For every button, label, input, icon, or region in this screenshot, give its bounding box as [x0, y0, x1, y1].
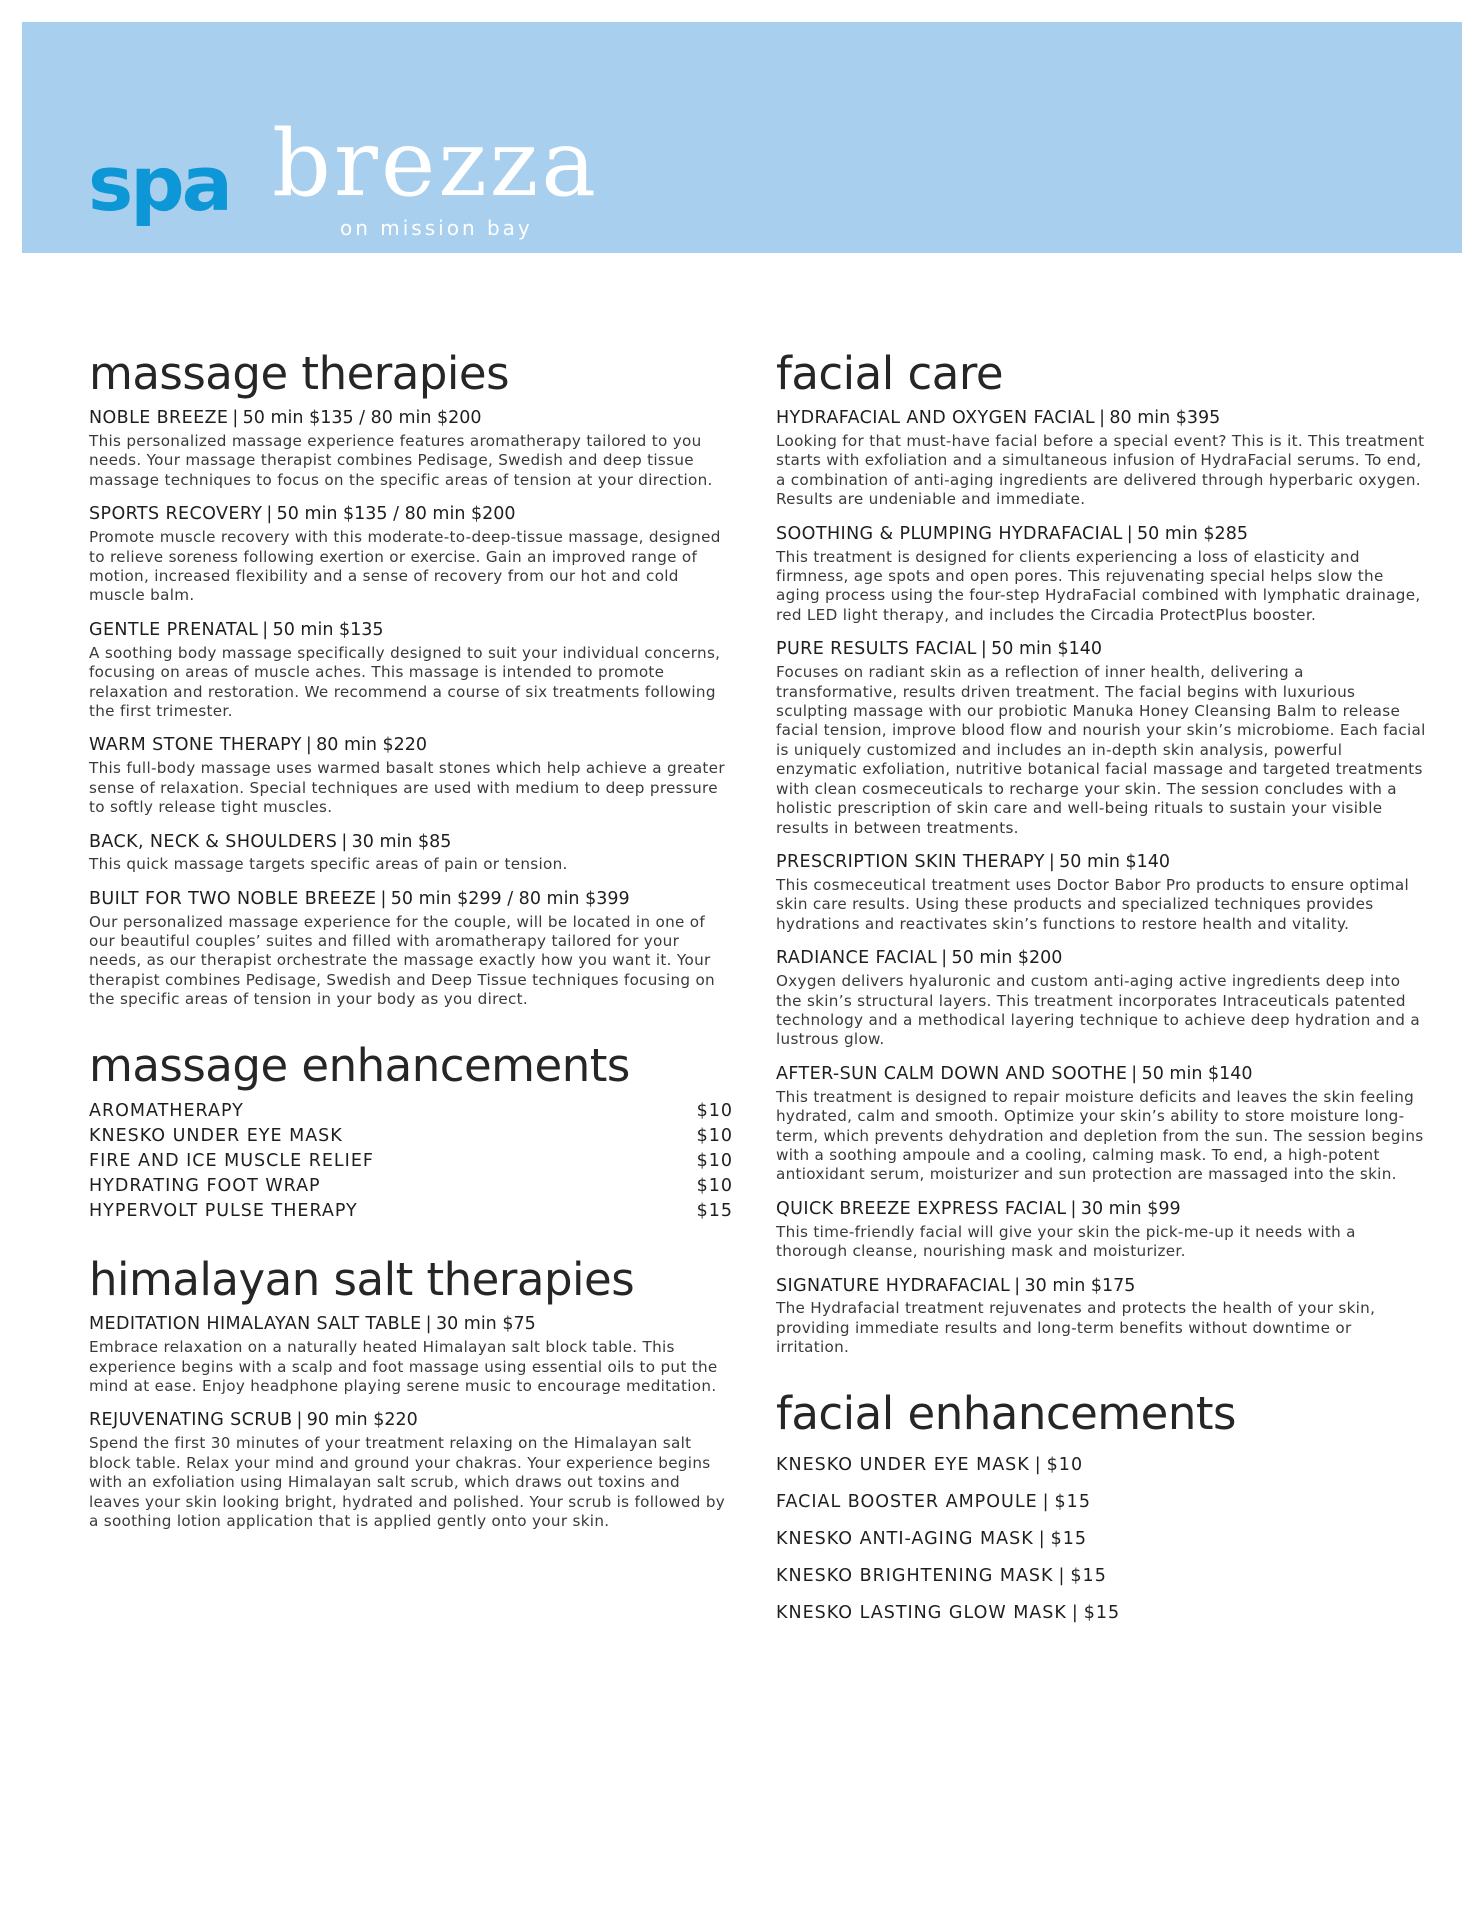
separator: |: [266, 504, 273, 525]
service-price: 50 min $135: [272, 619, 384, 640]
service-description: This cosmeceutical treatment uses Doctor Babor Pro products to ensure optimal skin care results. Using these products and specialized techniques provides hydrations and reactivates skin’s functions to restore health and vitality.: [776, 875, 1410, 933]
section-title: facial enhancements: [776, 1386, 1236, 1440]
enhancement-price: $15: [696, 1201, 733, 1222]
service-item: [776, 1198, 1426, 1262]
service-price: 30 min $75: [435, 1314, 536, 1335]
service-name: SPORTS RECOVERY: [89, 504, 263, 525]
service-price: 50 min $200: [951, 948, 1063, 969]
service-item: [89, 407, 734, 490]
enhancement-name: KNESKO BRIGHTENING MASK: [776, 1565, 1054, 1586]
enhancement-row: [776, 1558, 1426, 1595]
separator: |: [1071, 1602, 1079, 1623]
enhancement-price: $10: [696, 1126, 733, 1147]
service-item: [776, 1063, 1426, 1185]
service-heading: [776, 407, 1426, 430]
enhancement-price: $15: [1054, 1491, 1091, 1512]
service-item: [89, 619, 734, 722]
service-item: [89, 734, 734, 817]
service-name: PURE RESULTS FACIAL: [776, 639, 977, 660]
service-heading: [776, 947, 1426, 970]
service-name: SIGNATURE HYDRAFACIAL: [776, 1275, 1011, 1296]
service-heading: [776, 523, 1426, 546]
enhancement-row: [776, 1595, 1426, 1632]
service-name: QUICK BREEZE EXPRESS FACIAL: [776, 1198, 1067, 1219]
enhancement-row: [89, 1199, 733, 1224]
service-price: 30 min $85: [351, 831, 452, 852]
enhancement-price: $10: [1046, 1454, 1084, 1475]
service-item: [776, 947, 1426, 1050]
service-item: [776, 523, 1426, 626]
enhancement-price: $10: [696, 1101, 733, 1122]
service-price: 50 min $135 / 80 min $200: [276, 504, 516, 525]
section-title: facial care: [776, 347, 1004, 400]
spa-brezza-logo: [88, 112, 608, 242]
enhancement-name: KNESKO ANTI-AGING MASK: [776, 1528, 1034, 1549]
service-price: 50 min $140: [1059, 852, 1171, 873]
service-item: [89, 1313, 734, 1396]
service-heading: [776, 1198, 1426, 1221]
service-price: 50 min $285: [1137, 523, 1248, 544]
facial-care-section: [776, 347, 1426, 1358]
enhancement-price: $15: [1050, 1528, 1087, 1549]
enhancement-name: FACIAL BOOSTER AMPOULE: [776, 1491, 1038, 1512]
service-price: 80 min $220: [316, 735, 428, 756]
enhancement-row: [776, 1447, 1426, 1484]
service-price: 80 min $395: [1109, 408, 1221, 429]
service-item: [89, 831, 734, 875]
separator: |: [1042, 1491, 1050, 1512]
service-heading: [89, 1409, 734, 1432]
service-item: [776, 851, 1426, 934]
service-item: [89, 888, 734, 1010]
separator: |: [1014, 1275, 1021, 1296]
service-description: Promote muscle recovery with this moderate-to-deep-tissue massage, designed to relieve soreness following exertion or exercise. Gain an improved range of motion, increased flexibility and a sense of recovery from our hot and cold muscle balm.: [89, 528, 721, 605]
separator: |: [1038, 1528, 1046, 1549]
separator: |: [980, 639, 988, 660]
enhancement-row: [89, 1124, 733, 1149]
service-price: 50 min $140: [1141, 1063, 1253, 1084]
service-heading: [89, 734, 734, 757]
service-heading: [776, 851, 1426, 874]
separator: |: [1099, 408, 1106, 429]
service-description: A soothing body massage specifically designed to suit your individual concerns, focusing on areas of muscle aches. This massage is intended to promote relaxation and restoration. We recommend a course of six treatments following the first trimester.: [89, 643, 721, 721]
service-name: REJUVENATING SCRUB: [89, 1410, 293, 1431]
service-price: 50 min $140: [991, 639, 1103, 660]
service-price: 50 min $135 / 80 min $200: [242, 408, 482, 429]
service-heading: [89, 619, 734, 642]
facial-enhancements-section: [776, 1386, 1426, 1632]
enhancement-name: HYPERVOLT PULSE THERAPY: [89, 1201, 358, 1222]
enhancement-name: KNESKO UNDER EYE MASK: [89, 1126, 343, 1147]
enhancement-row: [776, 1521, 1426, 1558]
service-item: [776, 638, 1426, 838]
service-name: BACK, NECK & SHOULDERS: [89, 831, 338, 852]
service-heading: [89, 1313, 734, 1336]
service-description: Oxygen delivers hyaluronic and custom anti-aging active ingredients deep into the skin’s structural layers. This treatment incorporates Intraceuticals patented technology and a methodical layering technique to achieve deep hydration and a lustrous glow.: [776, 972, 1420, 1049]
logo-brezza-text: brezza: [272, 110, 600, 217]
service-item: [89, 1409, 734, 1531]
massage-enhancements-section: [89, 1038, 734, 1224]
enhancement-name: KNESKO UNDER EYE MASK: [776, 1454, 1030, 1475]
section-title: massage enhancements: [89, 1038, 630, 1092]
himalayan-salt-section: [89, 1253, 734, 1531]
service-name: BUILT FOR TWO NOBLE BREEZE: [89, 888, 377, 909]
separator: |: [380, 888, 387, 909]
service-description: This treatment is designed to repair moisture deficits and leaves the skin feeling hydrated, calm and smooth. Optimize your skin’s ability to store moisture long-term, which prevents dehydration and depletion from the sun. The session begins with a soothing ampoule and a cooling, calming mask. To end, a high-potent antioxidant serum, moisturizer and sun protection are massaged into the skin.: [776, 1087, 1424, 1184]
left-column: [89, 347, 734, 1563]
service-description: This time-friendly facial will give your skin the pick-me-up it needs with a thorough cleanse, nourishing mask and moisturizer.: [776, 1222, 1356, 1261]
massage-therapies-section: [89, 347, 734, 1010]
enhancement-price: $15: [1083, 1602, 1121, 1623]
separator: |: [305, 735, 313, 756]
service-item: [776, 407, 1426, 510]
service-name: SOOTHING & PLUMPING HYDRAFACIAL: [776, 523, 1123, 544]
enhancement-row: [89, 1174, 733, 1199]
enhancement-row: [89, 1099, 733, 1124]
service-name: GENTLE PRENATAL: [89, 619, 259, 640]
service-item: [776, 1275, 1426, 1358]
service-description: This quick massage targets specific areas of pain or tension.: [89, 855, 568, 874]
right-column: [776, 347, 1426, 1664]
enhancement-name: HYDRATING FOOT WRAP: [89, 1176, 321, 1197]
separator: |: [1131, 1063, 1138, 1084]
enhancement-price: $15: [1070, 1565, 1107, 1586]
service-description: Focuses on radiant skin as a reflection of inner health, delivering a transformative, results driven treatment. The facial begins with luxurious sculpting massage with our probiotic Manuka Honey Cleansing Balm to release facial tension, improve blood flow and nourish your skin’s microbiome. Each facial is uniquely customized and includes an in-depth skin analysis, powerful enzymatic exfoliation, nutritive botanical facial massage and targeted treatments with clean cosmeceuticals to recharge your skin. The session concludes with a holistic prescription of skin care and well-being rituals to sustain your visible results in between treatments.: [776, 663, 1426, 837]
service-heading: [776, 1275, 1426, 1298]
logo-spa-text: spa: [88, 139, 230, 228]
enhancement-name: KNESKO LASTING GLOW MASK: [776, 1602, 1067, 1623]
separator: |: [1048, 852, 1056, 873]
enhancement-row: [776, 1484, 1426, 1521]
service-name: PRESCRIPTION SKIN THERAPY: [776, 852, 1045, 873]
service-heading: [89, 503, 734, 526]
service-price: 30 min $175: [1024, 1275, 1136, 1296]
service-name: AFTER-SUN CALM DOWN AND SOOTHE: [776, 1063, 1128, 1084]
service-description: The Hydrafacial treatment rejuvenates and protects the health of your skin, providing immediate results and long-term benefits without downtime or irritation.: [776, 1299, 1376, 1357]
service-heading: [776, 638, 1426, 661]
service-name: MEDITATION HIMALAYAN SALT TABLE: [89, 1314, 422, 1335]
separator: |: [425, 1314, 432, 1335]
separator: |: [1070, 1198, 1077, 1219]
separator: |: [941, 948, 948, 969]
enhancement-name: FIRE AND ICE MUSCLE RELIEF: [89, 1151, 374, 1172]
service-description: Spend the first 30 minutes of your treatment relaxing on the Himalayan salt block table. Relax your mind and ground your chakras. Your experience begins with an exfoliation using Himalayan salt scrub, which draws out toxins and leaves your skin looking bright, hydrated and polished. Your scrub is followed by a soothing lotion application that is applied gently onto your skin.: [89, 1434, 726, 1530]
separator: |: [232, 408, 239, 429]
enhancement-name: AROMATHERAPY: [89, 1101, 244, 1122]
service-price: 90 min $220: [306, 1410, 418, 1431]
separator: |: [1034, 1454, 1042, 1475]
service-description: This personalized massage experience features aromatherapy tailored to you needs. Your massage therapist combines Pedisage, Swedish and deep tissue massage techniques to focus on the specific areas of tension at your direction.: [89, 432, 713, 489]
separator: |: [296, 1410, 303, 1431]
section-title: himalayan salt therapies: [89, 1253, 635, 1307]
service-heading: [776, 1063, 1426, 1086]
service-heading: [89, 831, 734, 854]
service-heading: [89, 888, 734, 911]
header-banner: [22, 22, 1462, 253]
service-description: This full-body massage uses warmed basalt stones which help achieve a greater sense of relaxation. Special techniques are used with medium to deep pressure to softly release tight muscles.: [89, 759, 725, 817]
service-name: RADIANCE FACIAL: [776, 948, 938, 969]
enhancement-price: $10: [696, 1176, 733, 1197]
service-description: Embrace relaxation on a naturally heated Himalayan salt block table. This experience begins with a scalp and foot massage using essential oils to put the mind at ease. Enjoy headphone playing serene music to encourage meditation.: [89, 1338, 718, 1395]
service-description: This treatment is designed for clients experiencing a loss of elasticity and firmness, age spots and open pores. This rejuvenating special helps slow the aging process using the four-step HydraFacial combined with lymphatic drainage, red LED light therapy, and includes the Circadia ProtectPlus booster.: [776, 547, 1421, 624]
service-name: HYDRAFACIAL AND OXYGEN FACIAL: [776, 408, 1096, 429]
logo-tagline: on mission bay: [340, 216, 533, 240]
service-price: 30 min $99: [1080, 1198, 1181, 1219]
enhancement-price: $10: [696, 1151, 733, 1172]
enhancement-row: [89, 1149, 733, 1174]
service-name: WARM STONE THERAPY: [89, 735, 302, 756]
service-name: NOBLE BREEZE: [89, 408, 229, 429]
service-heading: [89, 407, 734, 430]
separator: |: [262, 619, 269, 640]
service-description: Our personalized massage experience for the couple, will be located in one of our beautiful couples’ suites and filled with aromatherapy tailored for your needs, as our therapist orchestrate the massage exactly how you want it. Your therapist combines Pedisage, Swedish and Deep Tissue techniques focusing on the specific areas of tension in your body as you direct.: [89, 912, 715, 1009]
service-item: [89, 503, 734, 606]
separator: |: [341, 831, 348, 852]
separator: |: [1126, 523, 1134, 544]
service-description: Looking for that must-have facial before a special event? This is it. This treatment starts with exfoliation and a simultaneous infusion of HydraFacial serums. To end, a combination of anti-aging ingredients are delivered through hyperbaric oxygen. Results are undeniable and immediate.: [776, 432, 1425, 509]
separator: |: [1058, 1565, 1066, 1586]
section-title: massage therapies: [89, 347, 510, 400]
service-price: 50 min $299 / 80 min $399: [390, 888, 630, 909]
